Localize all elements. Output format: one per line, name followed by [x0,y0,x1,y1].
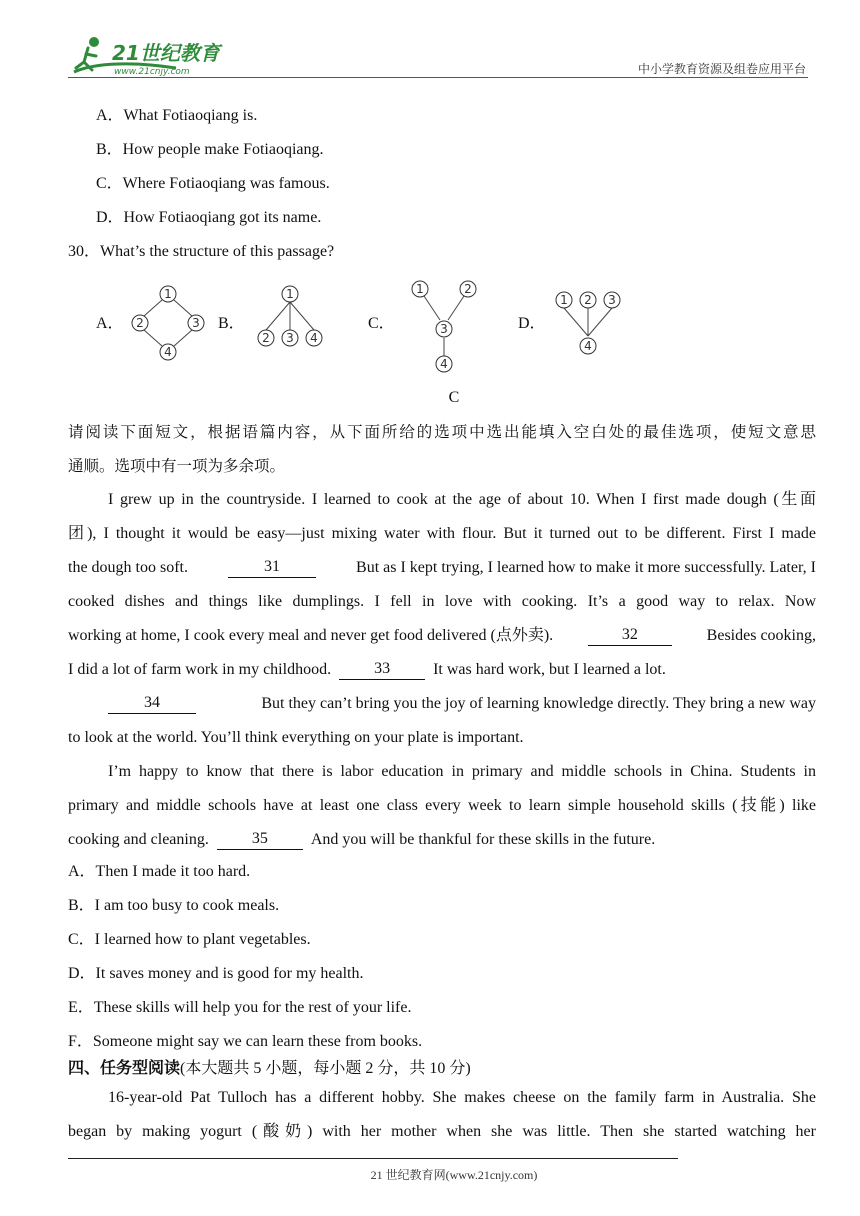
header-divider [68,77,808,78]
passage-p3-line-2: primary and middle schools have at least one class every week to learn simple household skills (技能) like [68,797,816,814]
logo-text: 21世纪教育 [112,41,220,65]
section-4-line-1: 16-year-old Pat Tulloch has a different hobby. She makes cheese on the family farm in Australia. She [108,1089,816,1106]
passage-text: It was hard work, but I learned a lot. [433,661,666,678]
diagram-c-node-4: 4 [440,357,448,371]
passage-text: But they can’t bring you the joy of learning knowledge directly. They bring a new way [261,695,816,712]
blank-34[interactable]: 34 [108,694,196,714]
diagram-c-node-1: 1 [416,282,424,296]
diagram-d-node-3: 3 [608,293,616,307]
diagram-c-node-3: 3 [440,322,448,336]
diagram-d-node-1: 1 [560,293,568,307]
blank-33[interactable]: 33 [339,660,425,680]
diagram-a-node-2: 2 [136,316,144,330]
choice-e: E．These skills will help you for the rest of your life. [68,999,412,1016]
section-4-note: (本大题共 5 小题，每小题 2 分，共 10 分) [180,1060,471,1077]
diagram-b-node-3: 3 [286,331,294,345]
passage-text: Besides cooking, [706,627,816,644]
diagram-c-node-2: 2 [464,282,472,296]
diagram-a-node-4: 4 [164,345,172,359]
blank-35[interactable]: 35 [217,830,303,850]
blank-31[interactable]: 31 [228,558,316,578]
structure-diagram-c [402,276,486,376]
logo-url: www.21cnjy.com [114,67,190,77]
passage-p3-line-3 [68,830,655,850]
passage-p1-line-4: cooked dishes and things like dumplings. I fell in love with cooking. It’s a good way to relax. Now [68,593,816,610]
diagram-a-node-1: 1 [164,287,172,301]
diagram-a-node-3: 3 [192,316,200,330]
structure-diagram-d [550,288,630,358]
instruction-line-2: 通顺。选项中有一项为多余项。 [68,457,286,475]
q30-label-a: A． [96,315,124,332]
section-letter-c: C [448,389,460,406]
q30-question: 30．What’s the structure of this passage? [68,243,335,260]
diagram-d-node-2: 2 [584,293,592,307]
q29-option-c: C．Where Fotiaoqiang was famous. [96,175,330,192]
blank-32[interactable]: 32 [588,626,672,646]
passage-p3-line-1: I’m happy to know that there is labor education in primary and middle schools in China. Students in [108,763,816,780]
choice-f: F．Someone might say we can learn these from books. [68,1033,423,1050]
choice-a: A．Then I made it too hard. [68,863,251,880]
passage-p2-line-1 [108,694,816,714]
passage-text: cooking and cleaning. [68,831,209,848]
passage-p2-line-2: to look at the world. You’ll think everything on your plate is important. [68,729,524,746]
structure-diagram-a [128,282,210,366]
q30-label-d: D． [518,315,546,332]
passage-text: But as I kept trying, I learned how to make it more successfully. Later, I [356,559,816,576]
footer-divider [68,1158,678,1159]
passage-p1-line-6 [68,660,666,680]
passage-text: And you will be thankful for these skills in the future. [310,831,656,848]
q29-option-a: A．What Fotiaoqiang is. [96,107,258,124]
footer-text: 21 世纪教育网(www.21cnjy.com) [370,1168,538,1182]
section-4-title: 四、任务型阅读 [68,1058,181,1077]
passage-p1-line-5 [68,626,816,646]
structure-diagram-b [252,282,330,352]
instruction-line-1: 请阅读下面短文，根据语篇内容，从下面所给的选项中选出能填入空白处的最佳选项，使短文意思 [68,423,816,441]
diagram-d-node-4: 4 [584,339,592,353]
passage-text: working at home, I cook every meal and never get food delivered (点外卖). [68,627,554,644]
section-4-heading [68,1058,471,1079]
section-4-line-2: began by making yogurt (酸奶) with her mother when she was little. Then she started watching her [68,1123,816,1140]
choice-d: D．It saves money and is good for my health. [68,965,364,982]
choice-b: B．I am too busy to cook meals. [68,897,280,914]
passage-p1-line-3 [68,558,816,578]
platform-title: 中小学教育资源及组卷应用平台 [637,62,806,76]
diagram-b-node-1: 1 [286,287,294,301]
passage-text: I did a lot of farm work in my childhood. [68,661,332,678]
diagram-b-node-2: 2 [262,331,270,345]
choice-c: C．I learned how to plant vegetables. [68,931,311,948]
diagram-b-node-4: 4 [310,331,318,345]
site-logo [66,32,236,80]
passage-p1-line-2: 团), I thought it would be easy—just mixing water with flour. But it turned out to be different. First I made [68,525,816,542]
passage-p1-line-1: I grew up in the countryside. I learned to cook at the age of about 10. When I first made dough (生面 [108,491,816,508]
q30-label-b: B． [218,315,245,332]
q29-option-b: B．How people make Fotiaoqiang. [96,141,324,158]
q30-label-c: C． [368,315,395,332]
passage-text: the dough too soft. [68,559,188,576]
q29-option-d: D．How Fotiaoqiang got its name. [96,209,322,226]
